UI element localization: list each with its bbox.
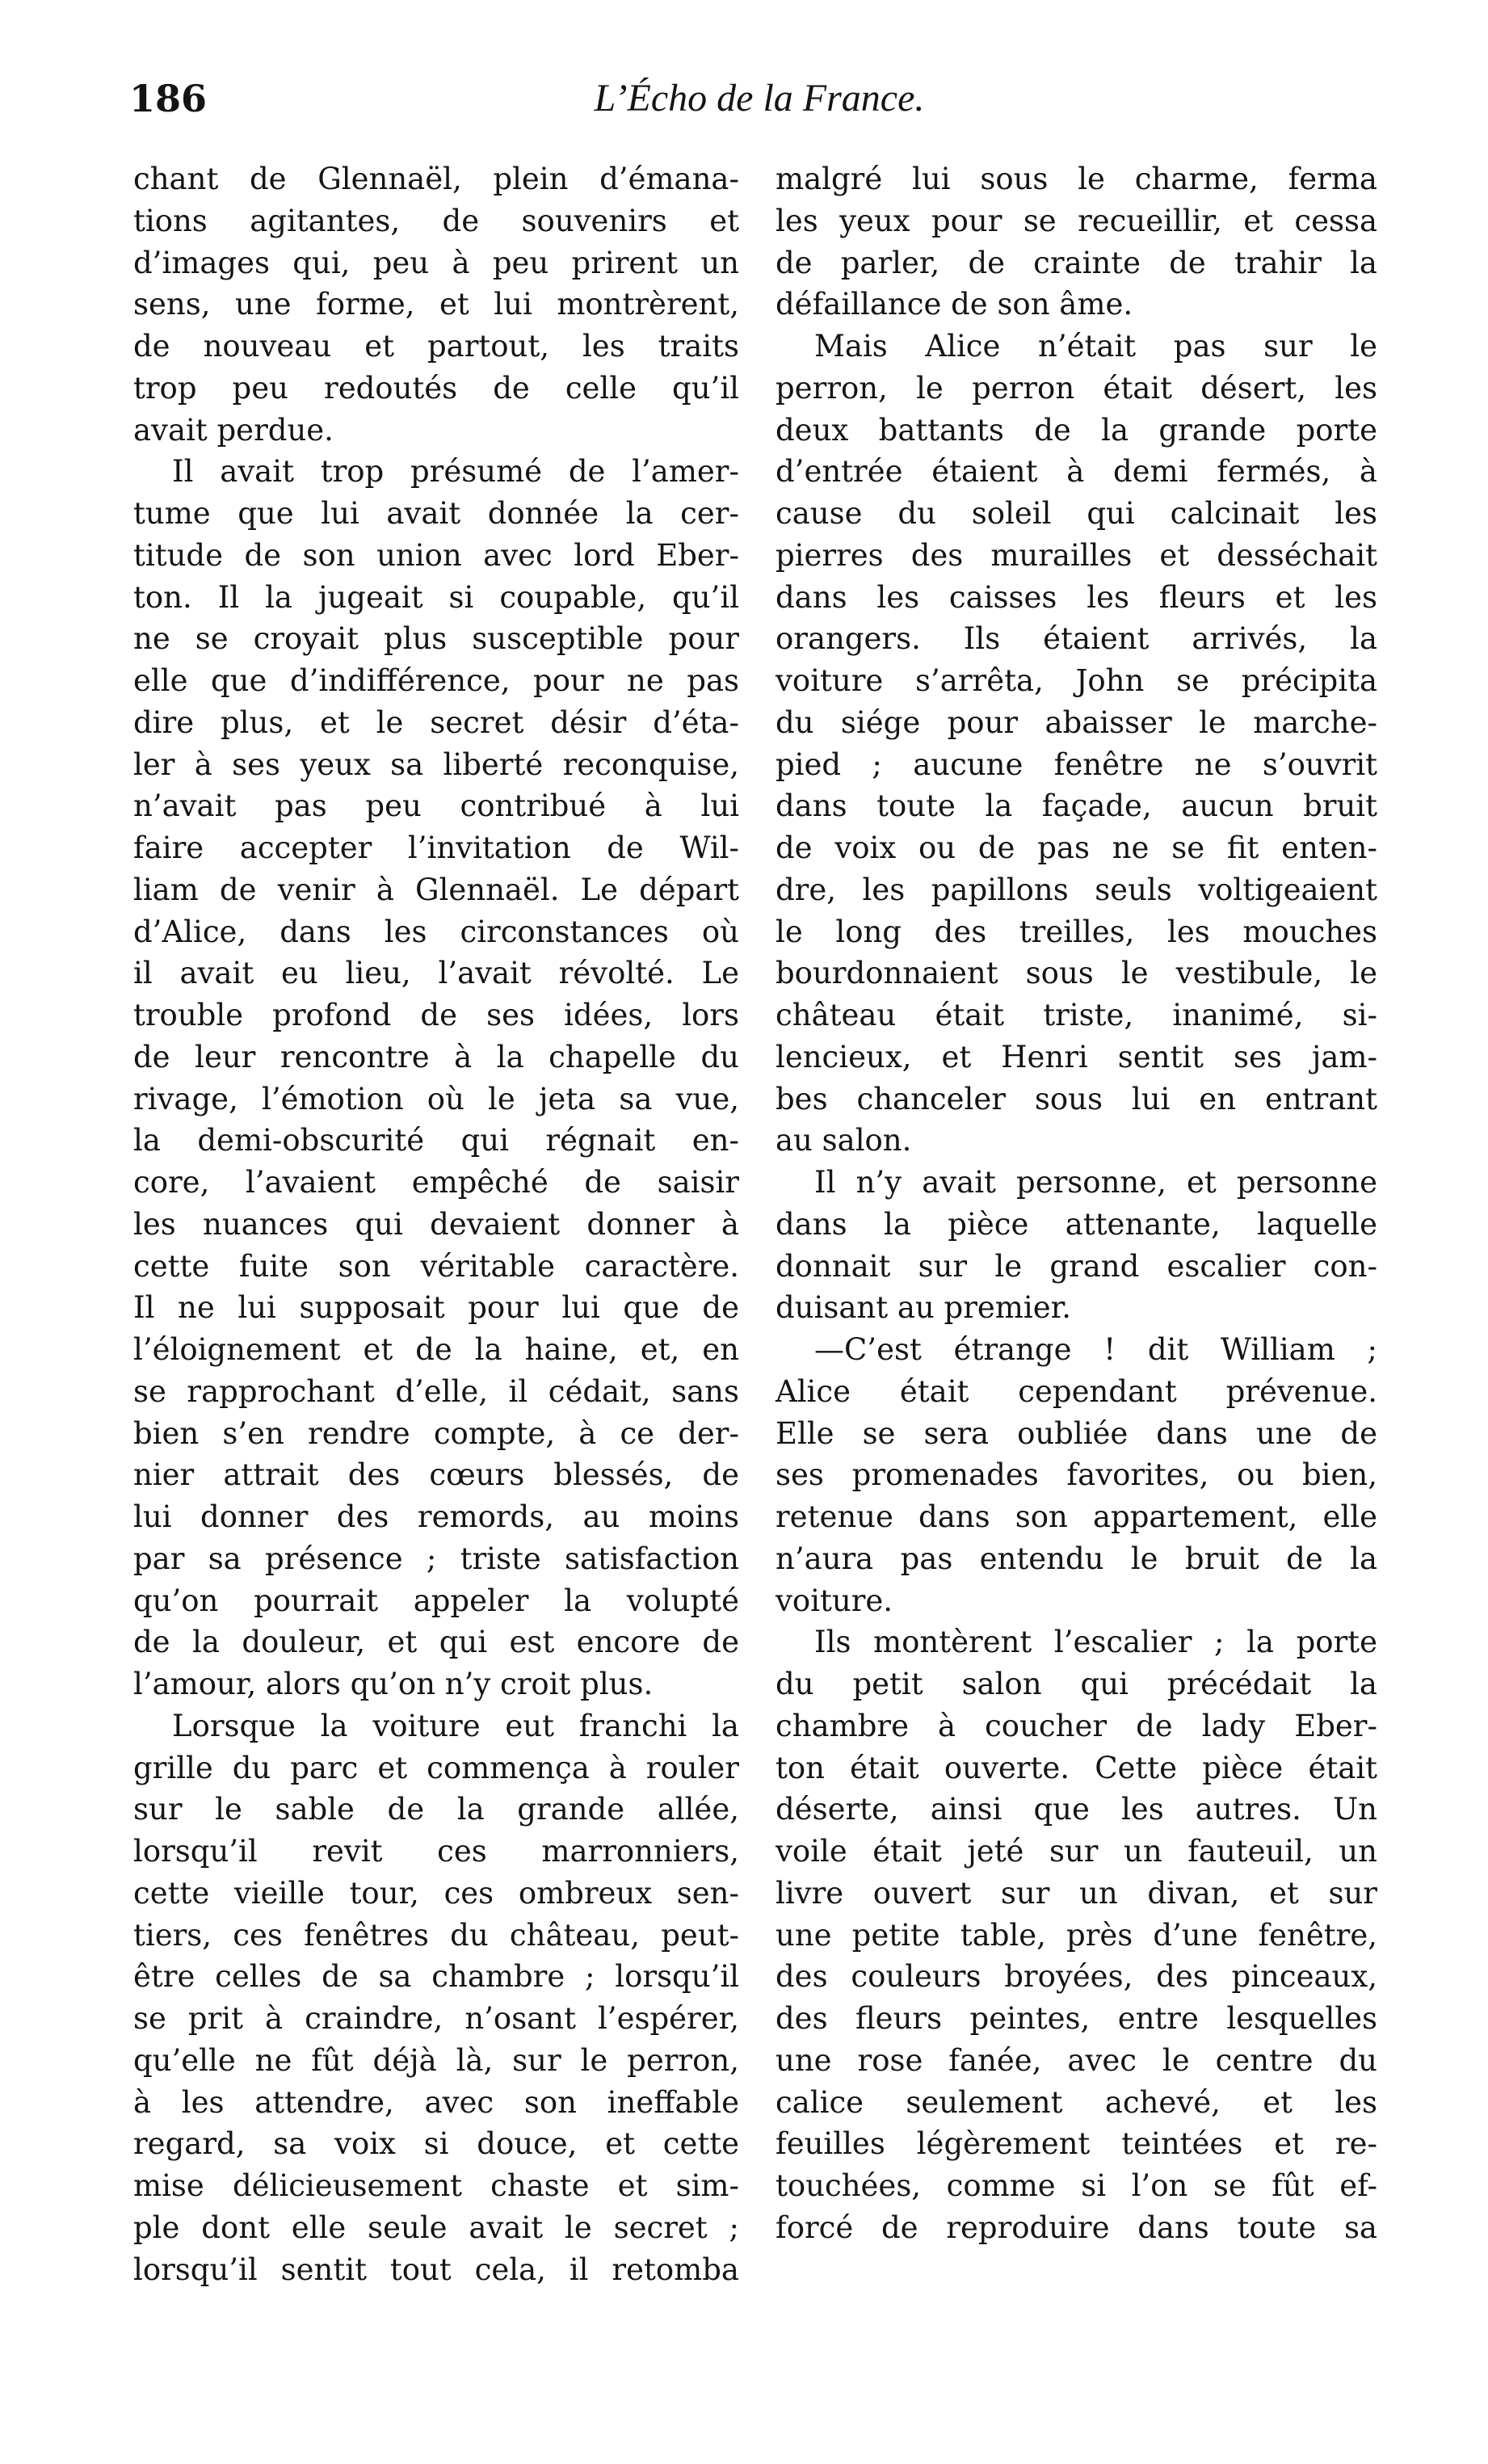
left-column-text-line: core, l’avaient empêché de saisir: [133, 1165, 739, 1200]
left-column-text-line: tiers, ces fenêtres du château, peut-: [133, 1917, 739, 1953]
left-column-text-line: à les attendre, avec son ineffable: [133, 2084, 739, 2120]
left-column-text-line: ne se croyait plus susceptible pour: [133, 621, 739, 657]
left-column-text-line: tume que lui avait donnée la cer-: [133, 496, 739, 531]
right-column-text-line: malgré lui sous le charme, ferma: [776, 162, 1377, 196]
left-column-text-line: dire plus, et le secret désir d’éta-: [133, 704, 739, 740]
right-column-text-line: voile était jeté sur un fauteuil, un: [776, 1834, 1377, 1869]
left-column-text-line: il avait eu lieu, l’avait révolté. Le: [133, 956, 739, 991]
left-column-text-line: ple dont elle seule avait le secret ;: [133, 2210, 739, 2245]
right-column-text-line: n’aura pas entendu le bruit de la: [776, 1541, 1377, 1576]
right-column-text-line: Il n’y avait personne, et personne: [814, 1165, 1377, 1200]
right-column-text-line: livre ouvert sur un divan, et sur: [776, 1875, 1377, 1911]
left-column-text-line: se prit à craindre, n’osant l’espérer,: [133, 2001, 739, 2036]
left-column-text-line: qu’on pourrait appeler la volupté: [133, 1583, 739, 1618]
left-column-text-line: l’amour, alors qu’on n’y croit plus.: [133, 1667, 654, 1701]
left-column-text-line: Il ne lui supposait pour lui que de: [133, 1290, 739, 1326]
right-column-text-line: calice seulement achevé, et les: [776, 2084, 1377, 2120]
left-column-text-line: rivage, l’émotion où le jeta sa vue,: [133, 1081, 739, 1116]
right-column-text-line: ses promenades favorites, ou bien,: [776, 1457, 1377, 1493]
left-column-text-line: chant de Glennaël, plein d’émana-: [133, 162, 739, 196]
right-column-text-line: Mais Alice n’était pas sur le: [814, 329, 1377, 364]
left-column-text-line: Lorsque la voiture eut franchi la: [172, 1708, 739, 1743]
right-column-text-line: Elle se sera oubliée dans une de: [776, 1415, 1377, 1451]
right-column-text-line: perron, le perron était désert, les: [776, 370, 1377, 406]
left-column-text-line: de la douleur, et qui est encore de: [133, 1625, 739, 1660]
left-column-text-line: ler à ses yeux sa liberté reconquise,: [133, 746, 739, 782]
right-column-text-line: touchées, comme si l’on se fût ef-: [776, 2168, 1377, 2203]
left-text-column: [133, 158, 739, 2290]
right-column-text-line: une rose fanée, avec le centre du: [776, 2042, 1377, 2078]
left-column-text-line: de leur rencontre à la chapelle du: [133, 1039, 739, 1074]
left-column-text-line: les nuances qui devaient donner à: [133, 1206, 739, 1242]
right-column-text-line: au salon.: [776, 1123, 912, 1158]
left-column-text-line: cette fuite son véritable caractère.: [133, 1248, 739, 1284]
right-column-text-line: voiture s’arrêta, John se précipita: [776, 663, 1377, 698]
left-column-text-line: regard, sa voix si douce, et cette: [133, 2126, 739, 2162]
right-column-text-line: —C’est étrange ! dit William ;: [814, 1332, 1377, 1367]
right-column-text-line: des fleurs peintes, entre lesquelles: [776, 2001, 1377, 2036]
right-column-text-line: bourdonnaient sous le vestibule, le: [776, 956, 1377, 991]
right-column-text-line: château était triste, inanimé, si-: [776, 998, 1377, 1032]
left-column-text-line: lorsqu’il revit ces marronniers,: [133, 1834, 739, 1869]
left-column-text-line: trouble profond de ses idées, lors: [133, 998, 739, 1032]
left-column-text-line: ton. Il la jugeait si coupable, qu’il: [133, 579, 739, 615]
right-column-text-line: lencieux, et Henri sentit ses jam-: [776, 1039, 1377, 1074]
right-column-text-line: Alice était cependant prévenue.: [776, 1373, 1377, 1409]
left-column-text-line: qu’elle ne fût déjà là, sur le perron,: [133, 2042, 739, 2078]
left-column-text-line: lorsqu’il sentit tout cela, il retomba: [133, 2252, 739, 2287]
left-column-text-line: la demi-obscurité qui régnait en-: [133, 1123, 739, 1158]
left-column-text-line: Il avait trop présumé de l’amer-: [172, 454, 739, 490]
right-column-text-line: dans les caisses les fleurs et les: [776, 579, 1377, 615]
right-column-text-line: dans toute la façade, aucun bruit: [776, 788, 1377, 824]
right-text-column: [776, 158, 1377, 2249]
right-column-text-line: des couleurs broyées, des pinceaux,: [776, 1959, 1377, 1995]
right-column-text-line: de voix ou de pas ne se fit enten-: [776, 830, 1377, 865]
right-column-text-line: Ils montèrent l’escalier ; la porte: [814, 1625, 1377, 1660]
right-column-text-line: pied ; aucune fenêtre ne s’ouvrit: [776, 746, 1377, 782]
left-column-text-line: se rapprochant d’elle, il cédait, sans: [133, 1373, 739, 1409]
right-column-text-line: de parler, de crainte de trahir la: [776, 245, 1377, 280]
running-head: [129, 74, 1410, 131]
right-column-text-line: deux battants de la grande porte: [776, 412, 1377, 448]
page-number: 186: [129, 77, 208, 120]
left-column-text-line: sens, une forme, et lui montrèrent,: [133, 287, 739, 322]
left-column-text-line: par sa présence ; triste satisfaction: [133, 1541, 739, 1576]
right-column-text-line: bes chanceler sous lui en entrant: [776, 1081, 1377, 1116]
right-column-text-line: le long des treilles, les mouches: [776, 914, 1377, 949]
left-column-text-line: bien s’en rendre compte, à ce der-: [133, 1415, 739, 1451]
right-column-text-line: du siége pour abaisser le marche-: [776, 704, 1377, 740]
left-column-text-line: d’images qui, peu à peu prirent un: [133, 245, 739, 280]
left-column-text-line: de nouveau et partout, les traits: [133, 329, 739, 364]
left-column-text-line: lui donner des remords, au moins: [133, 1499, 739, 1534]
left-column-text-line: cette vieille tour, ces ombreux sen-: [133, 1875, 739, 1911]
left-column-text-line: l’éloignement et de la haine, et, en: [133, 1332, 739, 1367]
left-column-text-line: elle que d’indifférence, pour ne pas: [133, 663, 739, 698]
right-column-text-line: déserte, ainsi que les autres. Un: [776, 1792, 1377, 1827]
left-column-text-line: liam de venir à Glennaël. Le départ: [133, 872, 739, 907]
left-column-text-line: titude de son union avec lord Eber-: [133, 537, 739, 573]
right-column-text-line: chambre à coucher de lady Eber-: [776, 1708, 1377, 1743]
right-column-text-line: du petit salon qui précédait la: [776, 1667, 1377, 1701]
left-column-text-line: mise délicieusement chaste et sim-: [133, 2168, 739, 2203]
right-column-text-line: duisant au premier.: [776, 1290, 1071, 1326]
right-column-text-line: d’entrée étaient à demi fermés, à: [776, 454, 1377, 490]
right-column-text-line: retenue dans son appartement, elle: [776, 1499, 1377, 1534]
right-column-text-line: dans la pièce attenante, laquelle: [776, 1206, 1377, 1242]
right-column-text-line: orangers. Ils étaient arrivés, la: [776, 621, 1377, 657]
right-column-text-line: défaillance de son âme.: [776, 287, 1133, 322]
right-column-text-line: donnait sur le grand escalier con-: [776, 1248, 1377, 1284]
right-column-text-line: dre, les papillons seuls voltigeaient: [776, 872, 1377, 907]
right-column-text-line: forcé de reproduire dans toute sa: [776, 2210, 1377, 2245]
left-column-text-line: grille du parc et commença à rouler: [133, 1750, 739, 1785]
right-column-text-line: une petite table, près d’une fenêtre,: [776, 1917, 1377, 1953]
left-column-text-line: avait perdue.: [133, 412, 334, 448]
left-column-text-line: n’avait pas peu contribué à lui: [133, 788, 739, 824]
right-column-text-line: voiture.: [776, 1583, 893, 1618]
right-column-text-line: cause du soleil qui calcinait les: [776, 496, 1377, 531]
left-column-text-line: tions agitantes, de souvenirs et: [133, 203, 739, 238]
journal-title: L’Écho de la France.: [594, 77, 925, 120]
left-column-text-line: faire accepter l’invitation de Wil-: [133, 830, 739, 865]
right-column-text-line: ton était ouverte. Cette pièce était: [776, 1750, 1377, 1785]
right-column-text-line: feuilles légèrement teintées et re-: [776, 2126, 1377, 2162]
left-column-text-line: trop peu redoutés de celle qu’il: [133, 370, 739, 406]
left-column-text-line: sur le sable de la grande allée,: [133, 1792, 739, 1827]
right-column-text-line: pierres des murailles et desséchait: [776, 537, 1377, 573]
left-column-text-line: d’Alice, dans les circonstances où: [133, 914, 739, 949]
left-column-text-line: être celles de sa chambre ; lorsqu’il: [133, 1959, 739, 1995]
left-column-text-line: nier attrait des cœurs blessés, de: [133, 1457, 739, 1493]
right-column-text-line: les yeux pour se recueillir, et cessa: [776, 203, 1377, 238]
